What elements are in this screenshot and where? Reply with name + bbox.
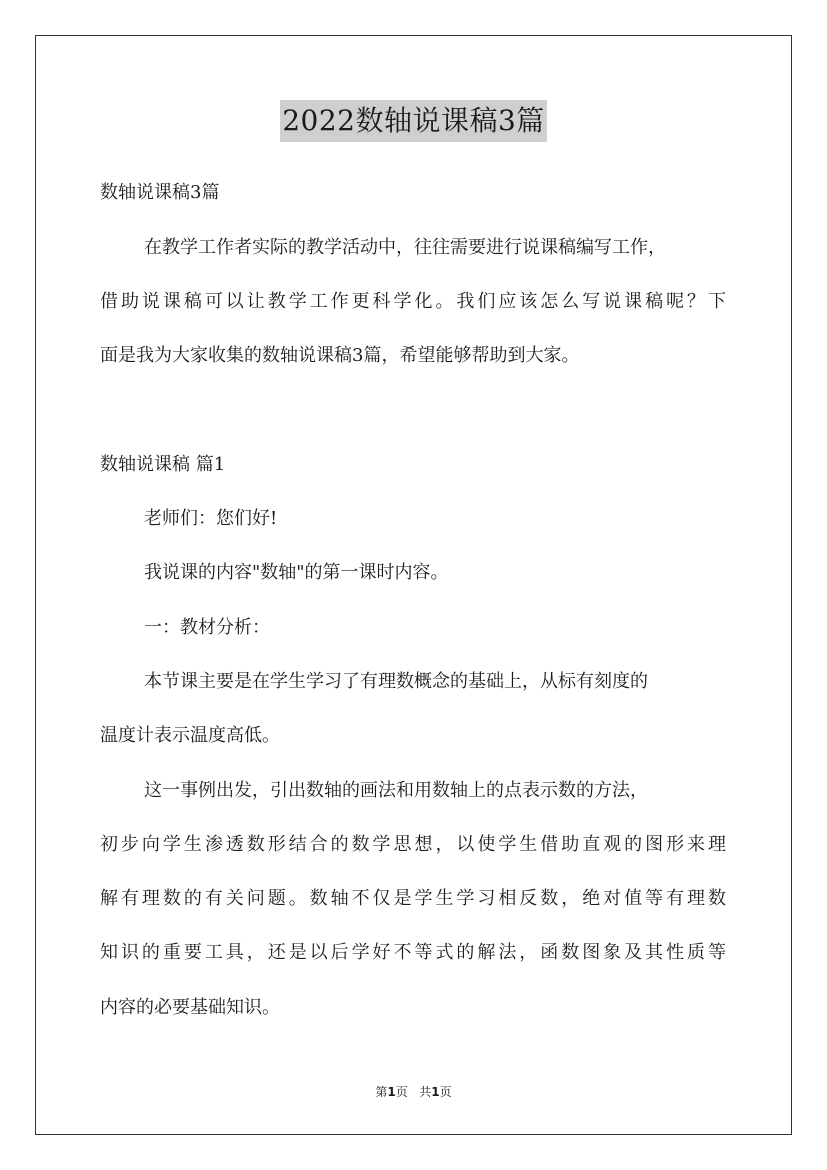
paragraph-line: 老师们：您们好! xyxy=(144,508,278,529)
paragraph-line: 这一事例出发，引出数轴的画法和用数轴上的点表示数的方法， xyxy=(144,780,648,801)
paragraph-line: 借助说课稿可以让教学工作更科学化。我们应该怎么写说课稿呢？下 xyxy=(100,291,726,312)
footer-page-suffix: 页 xyxy=(395,1085,408,1099)
footer-total-suffix: 页 xyxy=(439,1085,452,1099)
paragraph-line: 本节课主要是在学生学习了有理数概念的基础上，从标有刻度的 xyxy=(144,671,648,692)
section-heading: 数轴说课稿 篇1 xyxy=(100,454,226,475)
page-footer xyxy=(0,1084,827,1100)
paragraph-line: 初步向学生渗透数形结合的数学思想，以使学生借助直观的图形来理 xyxy=(100,834,726,855)
title-container xyxy=(0,100,827,142)
footer-total-number: 1 xyxy=(431,1085,440,1099)
paragraph-line: 解有理数的有关问题。数轴不仅是学生学习相反数，绝对值等有理数 xyxy=(100,888,726,909)
paragraph-line: 我说课的内容"数轴"的第一课时内容。 xyxy=(144,562,449,583)
document-title: 2022数轴说课稿3篇 xyxy=(280,100,547,142)
paragraph-line: 温度计表示温度高低。 xyxy=(100,725,280,746)
paragraph-line: 内容的必要基础知识。 xyxy=(100,997,280,1018)
paragraph-line: 在教学工作者实际的教学活动中，往往需要进行说课稿编写工作， xyxy=(144,237,666,258)
paragraph-line: 一：教材分析： xyxy=(144,617,270,638)
footer-page-prefix: 第 xyxy=(375,1085,388,1099)
paragraph-line: 知识的重要工具，还是以后学好不等式的解法，函数图象及其性质等 xyxy=(100,942,726,963)
paragraph-line: 面是我为大家收集的数轴说课稿3篇，希望能够帮助到大家。 xyxy=(100,345,580,366)
footer-page-number: 1 xyxy=(387,1085,396,1099)
section-heading: 数轴说课稿3篇 xyxy=(100,182,220,203)
footer-total-prefix: 共 xyxy=(419,1085,432,1099)
